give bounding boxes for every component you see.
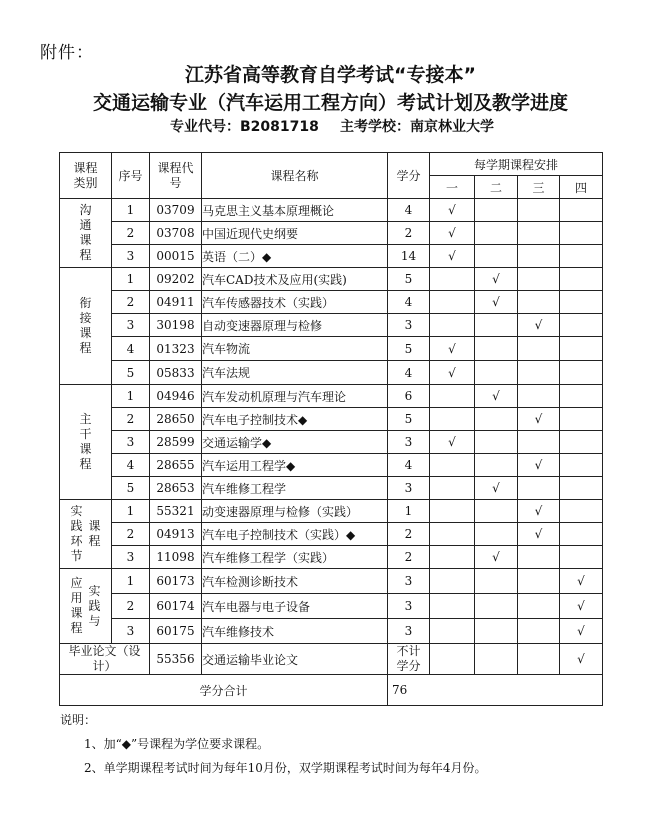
semester-4-cell (560, 337, 603, 361)
table-row (60, 199, 603, 222)
seq-cell: 1 (112, 268, 150, 291)
seq-cell: 2 (112, 408, 150, 431)
semester-3-cell (518, 361, 560, 385)
header-semester: 每学期课程安排 (430, 153, 603, 176)
course-name-cell: 汽车运用工程学◆ (202, 454, 388, 477)
semester-4-cell (560, 619, 603, 644)
semester-1-cell (430, 268, 475, 291)
seq-cell: 4 (112, 337, 150, 361)
semester-1-cell (430, 523, 475, 546)
seq-cell: 2 (112, 291, 150, 314)
credit-cell: 1 (388, 500, 430, 523)
header-seq: 序号 (112, 153, 150, 199)
credit-cell: 4 (388, 454, 430, 477)
course-name-cell: 马克思主义基本原理概论 (202, 199, 388, 222)
credit-cell: 6 (388, 385, 430, 408)
code-cell: 00015 (150, 245, 202, 268)
category-label-secondary: 实践与 (88, 583, 101, 628)
semester-4-cell (560, 199, 603, 222)
course-name-cell: 自动变速器原理与检修 (202, 314, 388, 337)
course-name-cell: 汽车传感器技术（实践） (202, 291, 388, 314)
check-mark-icon: √ (577, 574, 585, 588)
semester-3-cell (518, 477, 560, 500)
check-mark-icon: √ (534, 412, 543, 426)
semester-2-cell (475, 644, 518, 675)
table-row (60, 594, 603, 619)
code-cell: 28650 (150, 408, 202, 431)
semester-4-cell (560, 291, 603, 314)
header-name: 课程名称 (202, 153, 388, 199)
semester-2-cell (475, 337, 518, 361)
table-row (60, 291, 603, 314)
seq-cell: 5 (112, 477, 150, 500)
course-name-cell: 汽车维修技术 (202, 619, 388, 644)
semester-4-cell (560, 408, 603, 431)
seq-cell: 2 (112, 222, 150, 245)
code-cell: 03709 (150, 199, 202, 222)
check-mark-icon: √ (448, 341, 456, 356)
semester-3-cell (518, 245, 560, 268)
course-name-cell: 汽车发动机原理与汽车理论 (202, 385, 388, 408)
semester-2-cell (475, 361, 518, 385)
semester-3-cell (518, 408, 560, 431)
code-cell: 60174 (150, 594, 202, 619)
credit-cell: 3 (388, 431, 430, 454)
code-cell: 28599 (150, 431, 202, 454)
table-row (60, 314, 603, 337)
credit-cell: 4 (388, 199, 430, 222)
check-mark-icon: √ (492, 389, 500, 403)
code-cell: 60173 (150, 569, 202, 594)
category-cell (60, 199, 112, 268)
semester-4-cell (560, 314, 603, 337)
note-2: 2、单学期课程考试时间为每年10月份，双学期课程考试时间为每年4月份。 (84, 761, 487, 775)
semester-1-cell (430, 500, 475, 523)
table-row (60, 268, 603, 291)
semester-3-cell (518, 594, 560, 619)
semester-3-cell (518, 337, 560, 361)
semester-4-cell (560, 594, 603, 619)
semester-1-cell (430, 222, 475, 245)
major-code: 专业代号：B2081718 (170, 119, 319, 135)
category-label: 沟通课程 (79, 203, 92, 262)
semester-2-cell (475, 431, 518, 454)
seq-cell: 3 (112, 245, 150, 268)
credit-cell: 5 (388, 337, 430, 361)
code-cell: 09202 (150, 268, 202, 291)
credit-cell: 5 (388, 268, 430, 291)
semester-3-cell (518, 546, 560, 569)
semester-4-cell (560, 454, 603, 477)
course-name-cell: 汽车维修工程学 (202, 477, 388, 500)
seq-cell: 1 (112, 199, 150, 222)
credit-cell: 2 (388, 222, 430, 245)
semester-3-cell (518, 431, 560, 454)
semester-4-cell (560, 644, 603, 675)
category-label: 实践环节 (70, 504, 83, 563)
total-value: 76 (388, 675, 603, 706)
course-name-cell: 汽车检测诊断技术 (202, 569, 388, 594)
check-mark-icon: √ (577, 624, 585, 638)
header-sem4: 四 (560, 176, 603, 199)
semester-4-cell (560, 523, 603, 546)
semester-4-cell (560, 361, 603, 385)
credit-cell: 4 (388, 361, 430, 385)
check-mark-icon: √ (534, 527, 543, 541)
table-row (60, 619, 603, 644)
seq-cell: 1 (112, 385, 150, 408)
code-cell: 11098 (150, 546, 202, 569)
code-cell: 60175 (150, 619, 202, 644)
semester-4-cell (560, 477, 603, 500)
seq-cell: 5 (112, 361, 150, 385)
semester-1-cell (430, 385, 475, 408)
semester-2-cell (475, 385, 518, 408)
credit-cell: 3 (388, 314, 430, 337)
category-cell (60, 500, 112, 569)
semester-3-cell (518, 268, 560, 291)
header-code: 课程代号 (150, 153, 202, 199)
credit-cell: 3 (388, 569, 430, 594)
semester-2-cell (475, 523, 518, 546)
semester-2-cell (475, 314, 518, 337)
course-name-cell: 汽车维修工程学（实践） (202, 546, 388, 569)
semester-2-cell (475, 245, 518, 268)
table-row (60, 245, 603, 268)
table-row (60, 337, 603, 361)
category-cell (60, 569, 112, 644)
semester-2-cell (475, 222, 518, 245)
seq-cell: 3 (112, 314, 150, 337)
semester-3-cell (518, 523, 560, 546)
semester-4-cell (560, 431, 603, 454)
seq-cell: 1 (112, 500, 150, 523)
attachment-label: 附件： (40, 43, 94, 63)
semester-1-cell (430, 644, 475, 675)
semester-3-cell (518, 385, 560, 408)
check-mark-icon: √ (448, 249, 456, 263)
course-name-cell: 汽车电子控制技术（实践）◆ (202, 523, 388, 546)
semester-1-cell (430, 619, 475, 644)
table-row (60, 408, 603, 431)
credit-cell: 3 (388, 619, 430, 644)
seq-cell: 3 (112, 619, 150, 644)
semester-2-cell (475, 594, 518, 619)
semester-2-cell (475, 500, 518, 523)
semester-2-cell (475, 268, 518, 291)
credit-cell: 5 (388, 408, 430, 431)
credit-cell: 2 (388, 546, 430, 569)
semester-3-cell (518, 569, 560, 594)
semester-2-cell (475, 199, 518, 222)
check-mark-icon: √ (492, 481, 500, 495)
credit-cell: 14 (388, 245, 430, 268)
code-cell: 28655 (150, 454, 202, 477)
semester-2-cell (475, 408, 518, 431)
check-mark-icon: √ (577, 599, 585, 613)
document-title-line2: 交通运输专业（汽车运用工程方向）考试计划及教学进度 (92, 92, 568, 114)
semester-4-cell (560, 500, 603, 523)
credit-cell: 3 (388, 594, 430, 619)
table-row (60, 477, 603, 500)
course-name-cell: 汽车物流 (202, 337, 388, 361)
semester-3-cell (518, 500, 560, 523)
table-row (60, 431, 603, 454)
course-name-cell: 汽车电子控制技术◆ (202, 408, 388, 431)
total-row (60, 675, 603, 706)
semester-1-cell (430, 594, 475, 619)
thesis-row (60, 644, 603, 675)
credit-cell: 2 (388, 523, 430, 546)
table-row (60, 546, 603, 569)
semester-3-cell (518, 314, 560, 337)
thesis-code: 55356 (150, 644, 202, 675)
semester-4-cell (560, 569, 603, 594)
semester-1-cell (430, 569, 475, 594)
header-credit: 学分 (388, 153, 430, 199)
examining-school: 主考学校：南京林业大学 (340, 119, 494, 135)
semester-2-cell (475, 619, 518, 644)
semester-4-cell (560, 245, 603, 268)
semester-3-cell (518, 619, 560, 644)
code-cell: 03708 (150, 222, 202, 245)
semester-1-cell (430, 199, 475, 222)
semester-1-cell (430, 291, 475, 314)
semester-2-cell (475, 454, 518, 477)
table-row (60, 523, 603, 546)
semester-3-cell (518, 644, 560, 675)
category-label-secondary: 课程 (88, 519, 101, 548)
semester-3-cell (518, 199, 560, 222)
table-row (60, 500, 603, 523)
semester-1-cell (430, 314, 475, 337)
semester-1-cell (430, 546, 475, 569)
course-name-cell: 英语（二）◆ (202, 245, 388, 268)
code-cell: 05833 (150, 361, 202, 385)
total-label: 学分合计 (60, 675, 388, 706)
document-title-line1: 江苏省高等教育自学考试“专接本” (185, 64, 476, 86)
header-sem3: 三 (518, 176, 560, 199)
table-row (60, 569, 603, 594)
code-cell: 30198 (150, 314, 202, 337)
table-row (60, 454, 603, 477)
semester-4-cell (560, 385, 603, 408)
note-1: 1、加“◆”号课程为学位要求课程。 (84, 737, 270, 751)
seq-cell: 3 (112, 431, 150, 454)
semester-1-cell (430, 245, 475, 268)
credit-cell: 4 (388, 291, 430, 314)
semester-1-cell (430, 408, 475, 431)
semester-1-cell (430, 454, 475, 477)
notes-title: 说明： (60, 713, 97, 727)
seq-cell: 1 (112, 569, 150, 594)
check-mark-icon: √ (577, 652, 585, 666)
course-name-cell: 中国近现代史纲要 (202, 222, 388, 245)
course-name-cell: 汽车CAD技术及应用(实践) (202, 268, 388, 291)
semester-1-cell (430, 431, 475, 454)
thesis-label: 毕业论文（设计） (60, 644, 150, 675)
check-mark-icon: √ (492, 550, 500, 564)
semester-4-cell (560, 268, 603, 291)
check-mark-icon: √ (534, 318, 543, 332)
code-cell: 01323 (150, 337, 202, 361)
table-row (60, 222, 603, 245)
category-label: 应用课程 (70, 576, 83, 635)
check-mark-icon: √ (448, 435, 456, 449)
thesis-credit (388, 644, 430, 675)
thesis-name: 交通运输毕业论文 (202, 644, 388, 675)
code-cell: 04911 (150, 291, 202, 314)
semester-2-cell (475, 569, 518, 594)
semester-4-cell (560, 222, 603, 245)
category-label: 衔接课程 (79, 296, 92, 355)
code-cell: 55321 (150, 500, 202, 523)
header-sem1: 一 (430, 176, 475, 199)
course-name-cell: 汽车法规 (202, 361, 388, 385)
header-category: 课程类别 (60, 153, 112, 199)
credit-cell: 3 (388, 477, 430, 500)
category-label: 主干课程 (79, 412, 92, 471)
course-name-cell: 交通运输学◆ (202, 431, 388, 454)
seq-cell: 2 (112, 594, 150, 619)
check-mark-icon: √ (534, 458, 543, 472)
semester-4-cell (560, 546, 603, 569)
semester-3-cell (518, 291, 560, 314)
semester-3-cell (518, 454, 560, 477)
table-row (60, 361, 603, 385)
code-cell: 28653 (150, 477, 202, 500)
semester-3-cell (518, 222, 560, 245)
category-cell (60, 268, 112, 385)
check-mark-icon: √ (492, 295, 500, 309)
code-cell: 04946 (150, 385, 202, 408)
check-mark-icon: √ (534, 504, 543, 518)
seq-cell: 4 (112, 454, 150, 477)
header-row (60, 153, 603, 176)
code-cell: 04913 (150, 523, 202, 546)
semester-1-cell (430, 361, 475, 385)
semester-2-cell (475, 546, 518, 569)
notes (60, 708, 487, 780)
thesis-credit-text: 不计学分 (396, 644, 421, 673)
check-mark-icon: √ (492, 272, 500, 286)
check-mark-icon: √ (448, 226, 456, 240)
semester-2-cell (475, 291, 518, 314)
seq-cell: 2 (112, 523, 150, 546)
table-row (60, 385, 603, 408)
seq-cell: 3 (112, 546, 150, 569)
semester-1-cell (430, 477, 475, 500)
course-name-cell: 汽车电器与电子设备 (202, 594, 388, 619)
category-cell (60, 385, 112, 500)
exam-plan-table (59, 152, 603, 706)
semester-2-cell (475, 477, 518, 500)
course-name-cell: 动变速器原理与检修（实践） (202, 500, 388, 523)
header-sem2: 二 (475, 176, 518, 199)
semester-1-cell (430, 337, 475, 361)
check-mark-icon: √ (448, 203, 456, 217)
check-mark-icon: √ (448, 365, 456, 380)
